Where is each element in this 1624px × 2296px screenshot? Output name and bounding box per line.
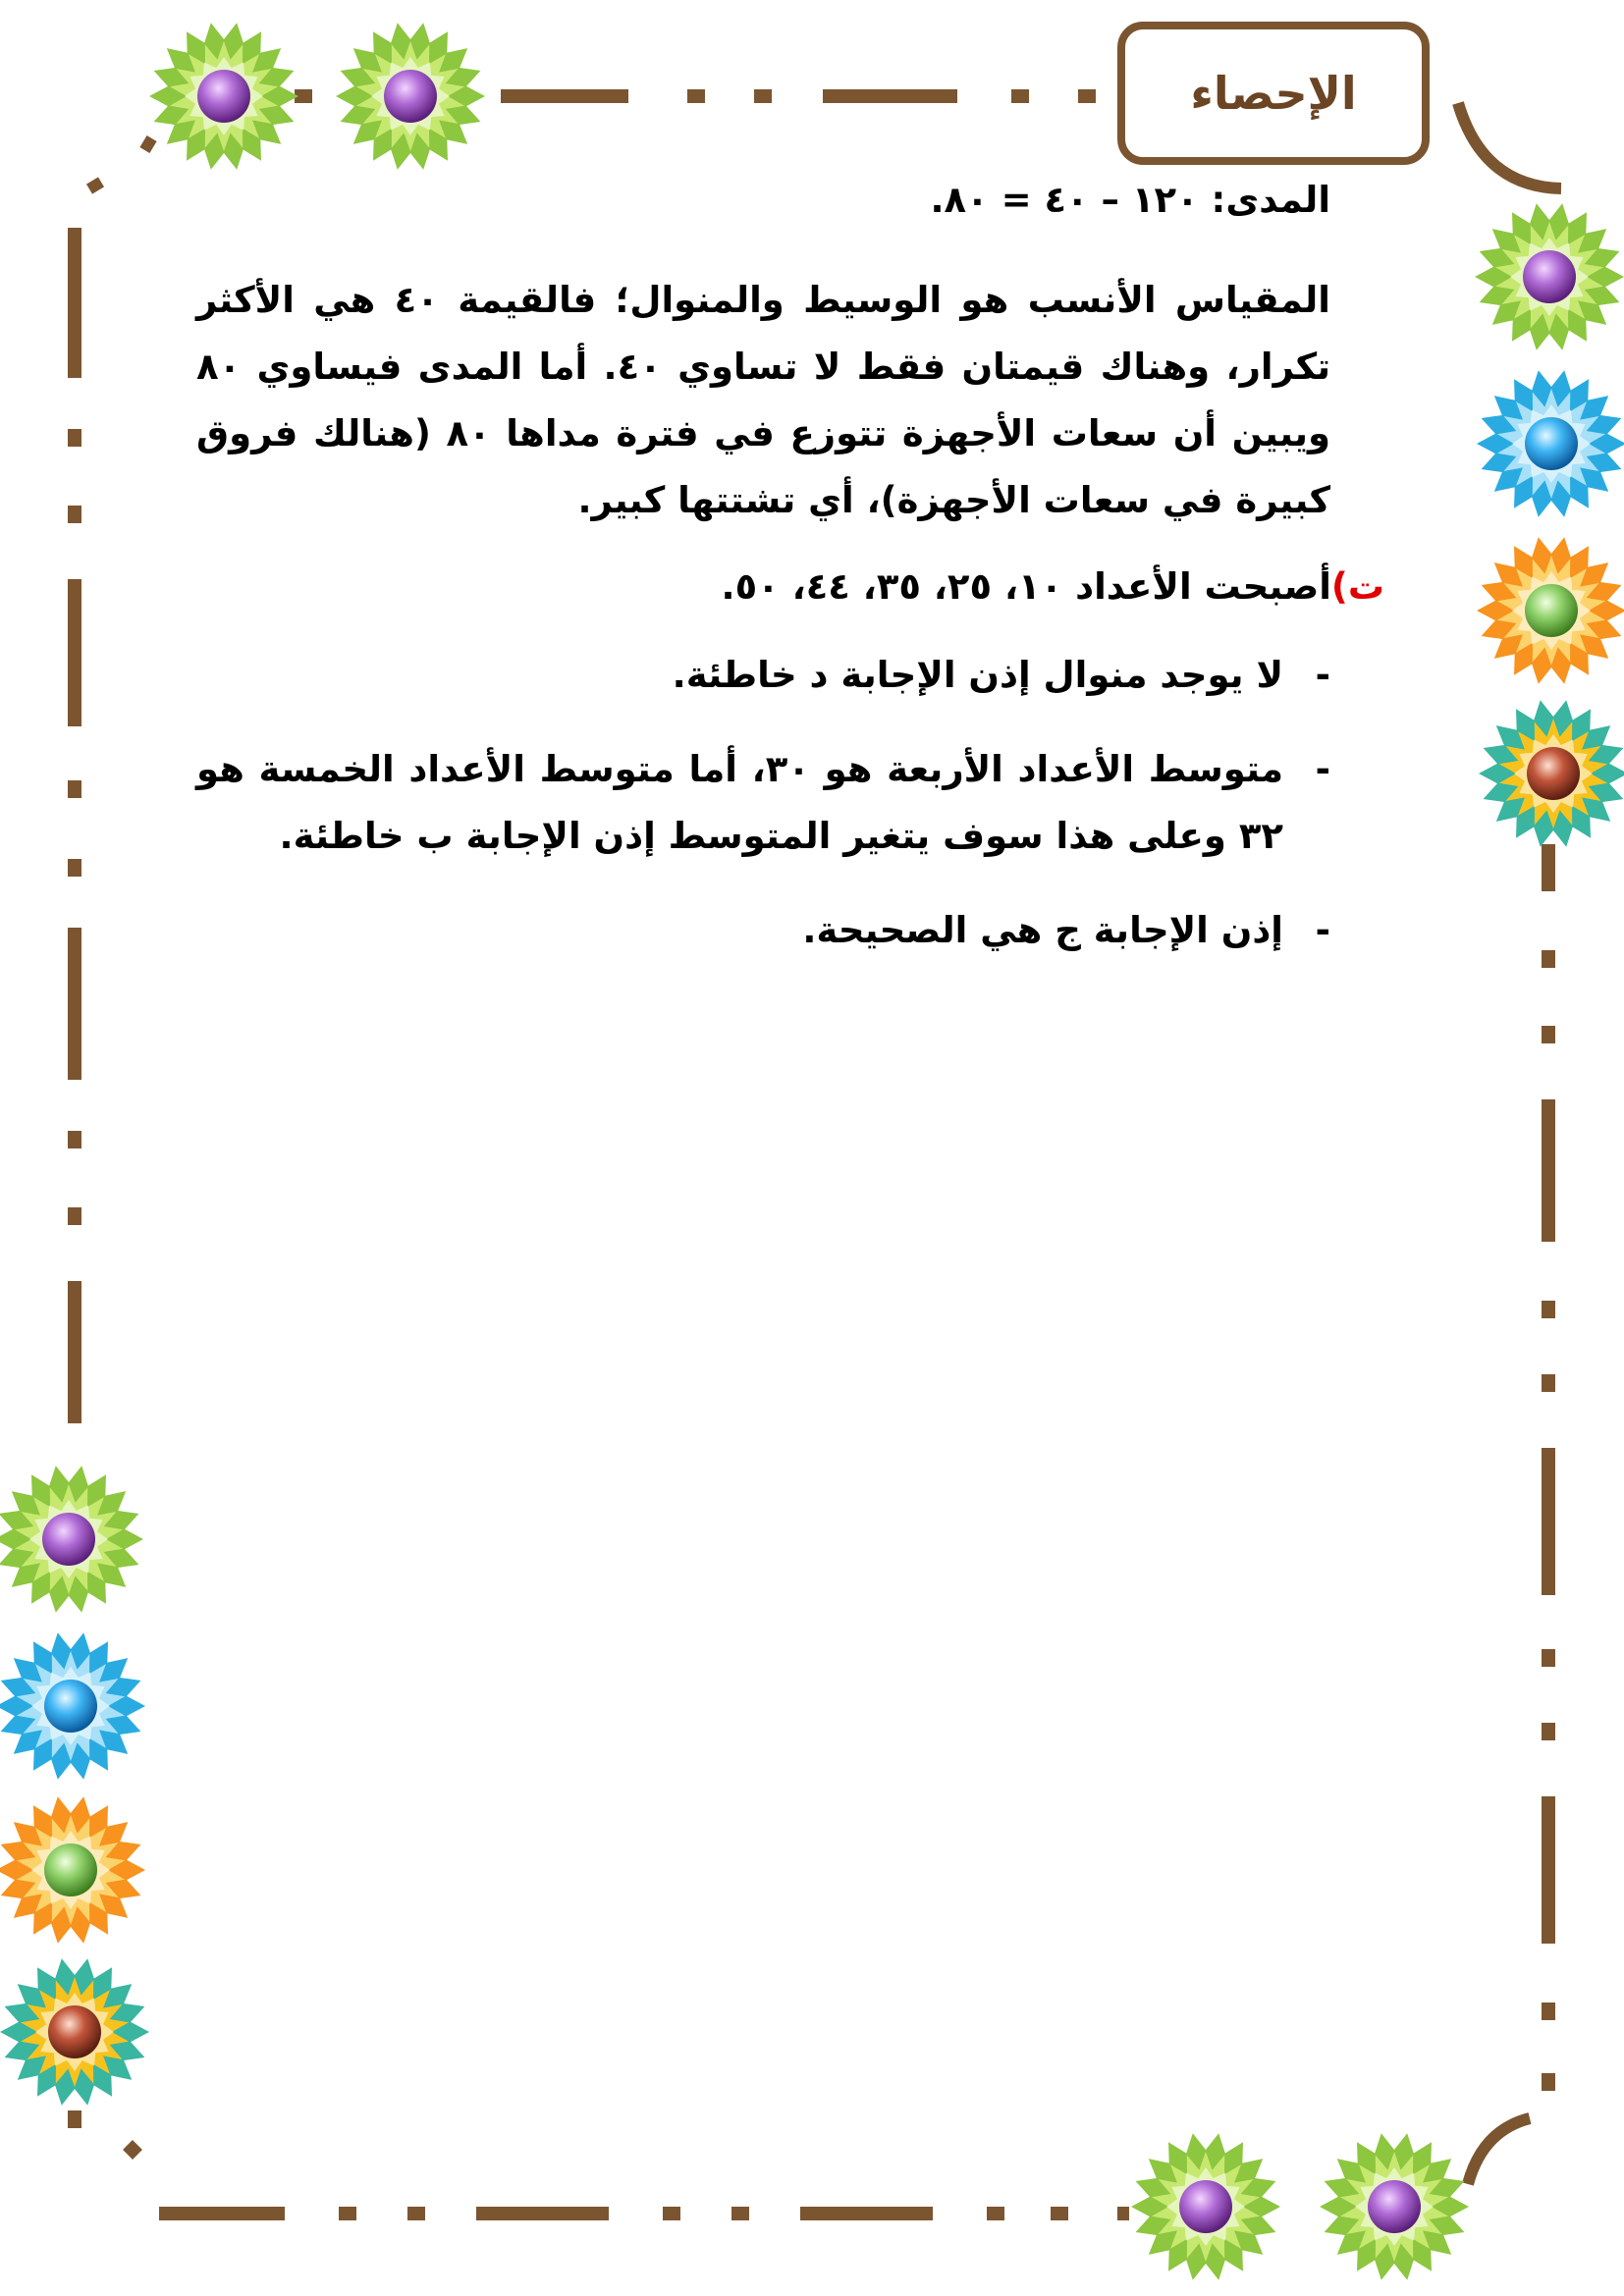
left-flower-4-icon bbox=[0, 1958, 149, 2106]
bullet-item bbox=[196, 736, 1330, 870]
page-title: الإحصاء bbox=[1190, 67, 1357, 120]
bullet-text: إذن الإجابة ج هي الصحيحة. bbox=[802, 909, 1283, 951]
bullet-text: متوسط الأعداد الأربعة هو ٣٠، أما متوسط الأعداد الخمسة هو ٣٢ وعلى هذا سوف يتغير المتوسط إذن الإجابة ب خاطئة. bbox=[196, 748, 1283, 857]
right-flower-3-icon bbox=[1477, 537, 1624, 684]
range-line: المدى: ١٢٠ – ٤٠ = ٨٠. bbox=[930, 179, 1330, 221]
section-label: ت) bbox=[1330, 565, 1384, 608]
top-flower-2-icon bbox=[336, 23, 485, 170]
right-flower-2-icon bbox=[1477, 370, 1624, 517]
bullet-marker: - bbox=[1315, 654, 1330, 696]
title-box bbox=[1117, 22, 1430, 165]
bottom-flower-1-icon bbox=[1131, 2133, 1280, 2280]
right-flower-1-icon bbox=[1475, 203, 1624, 350]
left-flower-1-icon bbox=[0, 1466, 143, 1613]
left-flower-3-icon bbox=[0, 1796, 145, 1944]
section-heading bbox=[196, 554, 1384, 620]
bullet-item bbox=[196, 642, 1330, 709]
right-flower-4-icon bbox=[1479, 700, 1624, 847]
bullet-item bbox=[196, 897, 1330, 964]
bullet-marker: - bbox=[1315, 748, 1330, 790]
bullet-marker: - bbox=[1315, 909, 1330, 951]
section-text: أصبحت الأعداد ١٠، ٢٥، ٣٥، ٤٤، ٥٠. bbox=[721, 565, 1331, 608]
bottom-flower-2-icon bbox=[1320, 2133, 1469, 2280]
left-flower-2-icon bbox=[0, 1632, 145, 1780]
bullet-text: لا يوجد منوال إذن الإجابة د خاطئة. bbox=[672, 654, 1283, 696]
top-flower-1-icon bbox=[149, 23, 298, 170]
content-body bbox=[196, 167, 1384, 991]
explanation-paragraph: المقياس الأنسب هو الوسيط والمنوال؛ فالقيمة ٤٠ هي الأكثر تكرار، وهناك قيمتان فقط لا تساوي ٤٠. أما المدى فيساوي ٨٠ ويبين أن سعات الأجهزة تتوزع في فترة مداها ٨٠ (هنالك فروق كبيرة في سعات الأجهزة)، أي تشتتها كبير. bbox=[196, 279, 1330, 521]
